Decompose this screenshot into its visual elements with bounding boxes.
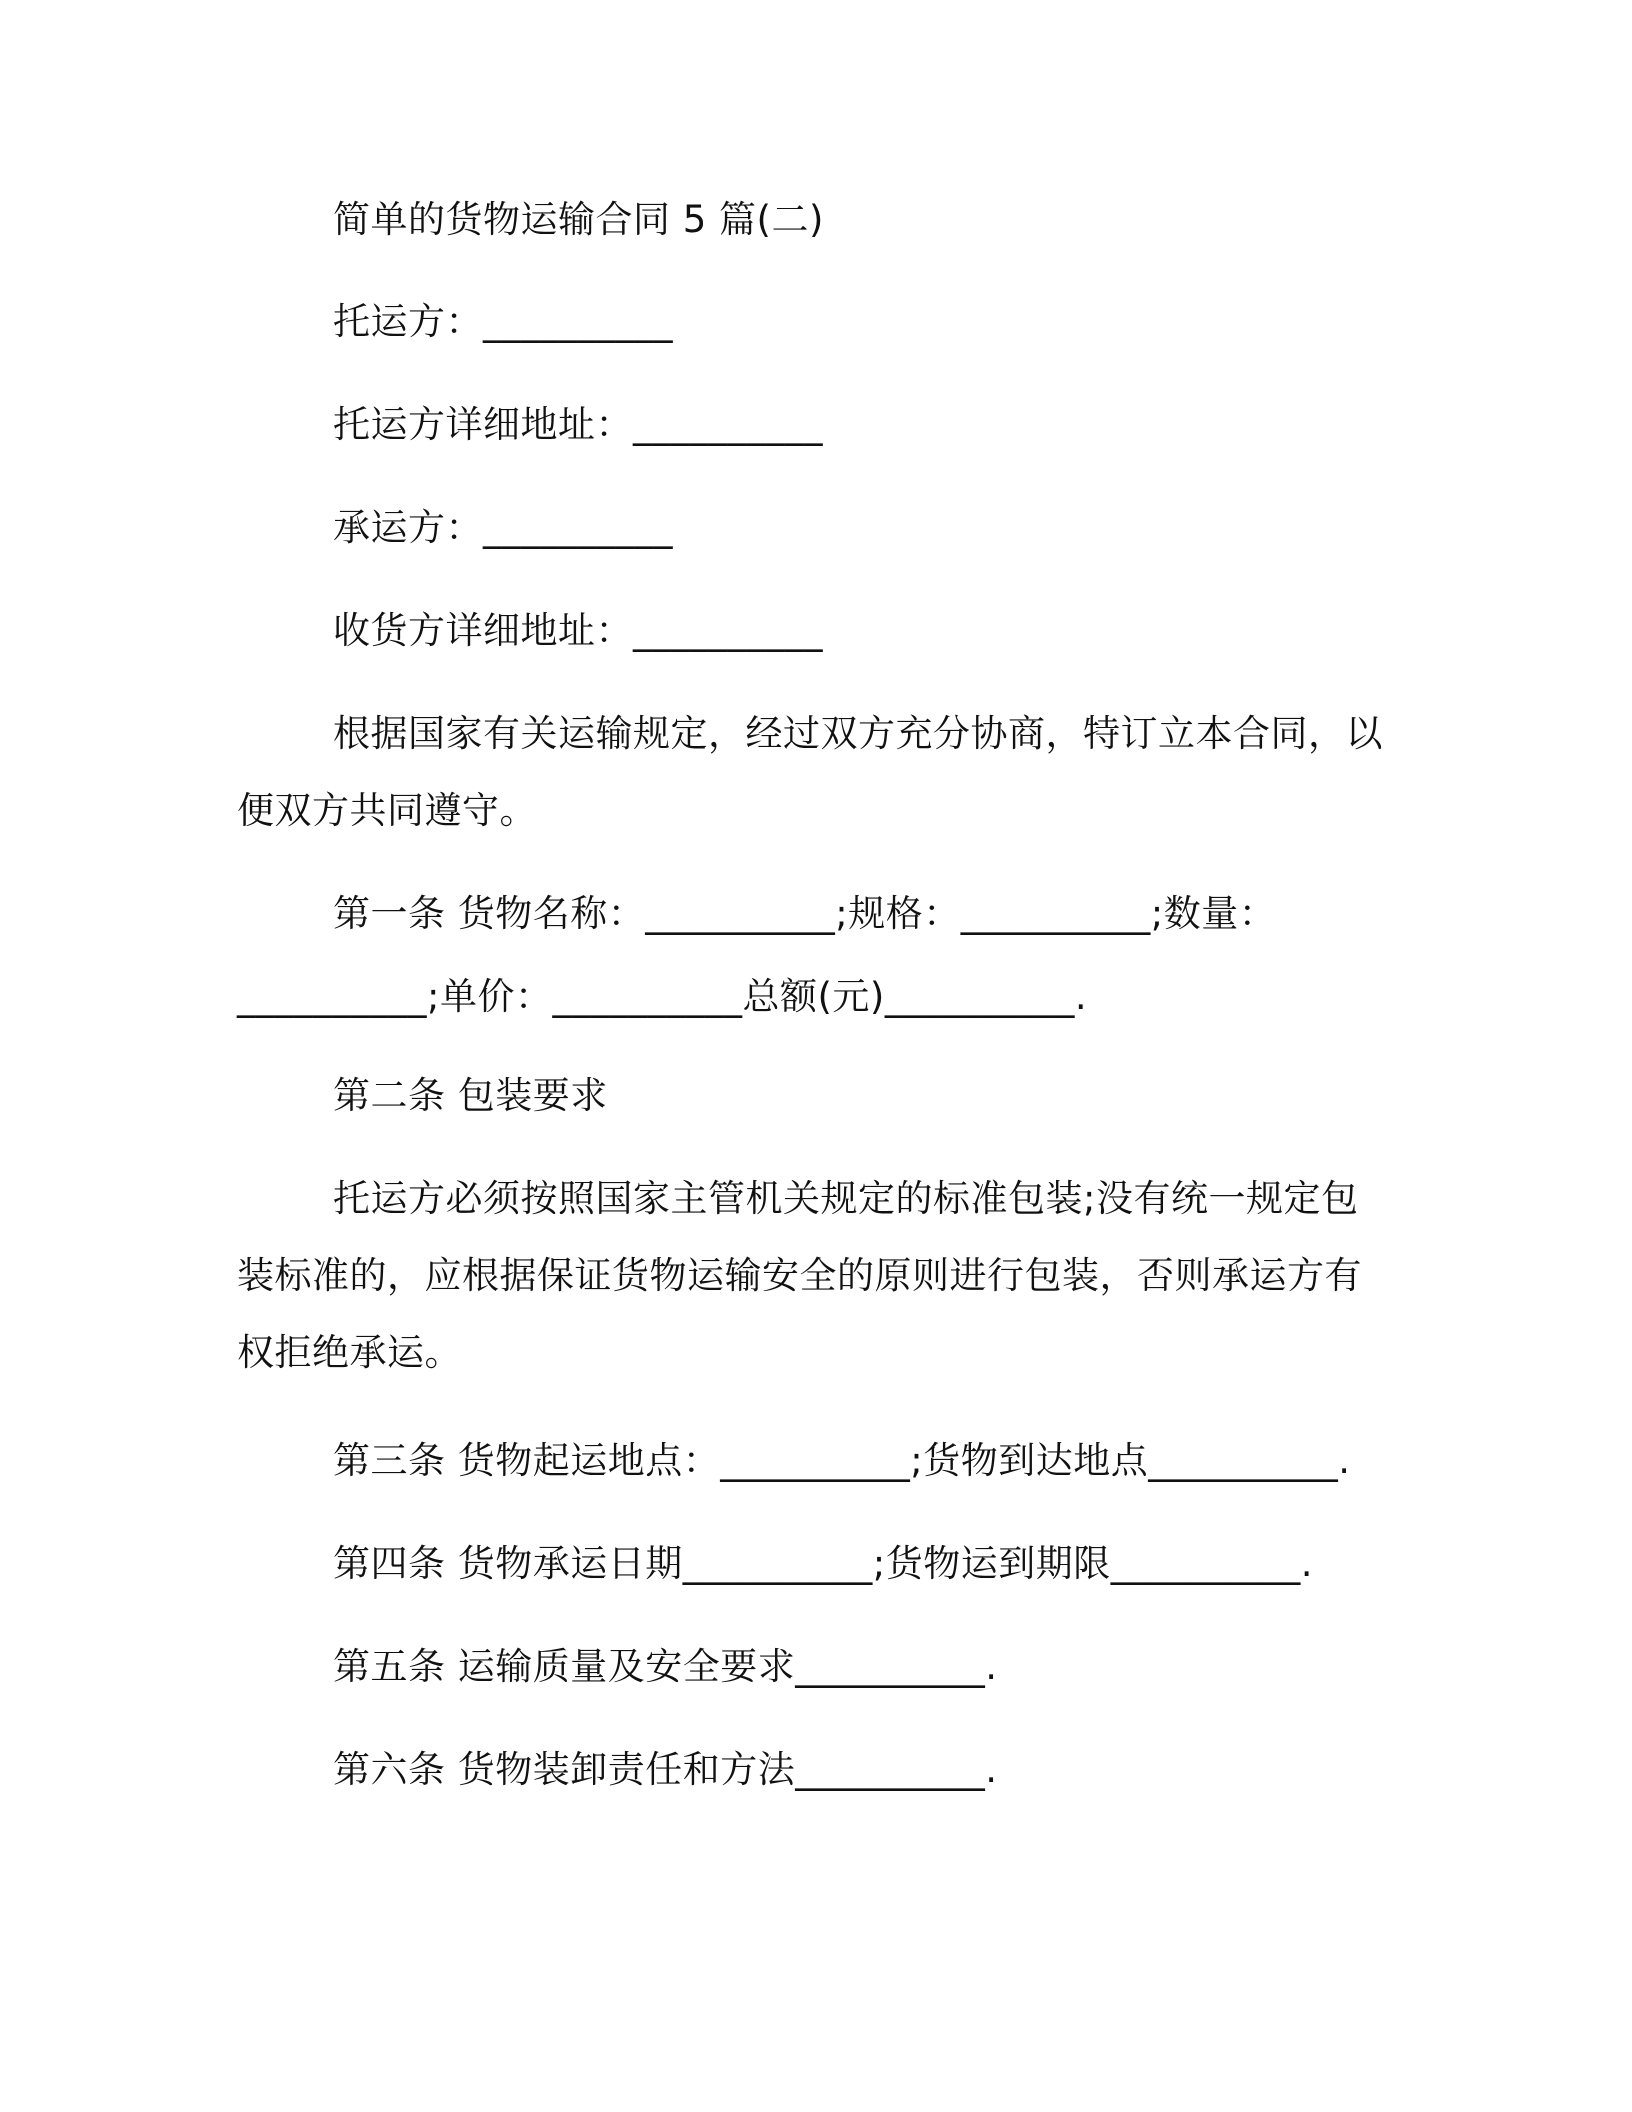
article-3: 第三条 货物起运地点：__________;货物到达地点__________. xyxy=(333,1439,1351,1482)
article-6: 第六条 货物装卸责任和方法__________. xyxy=(333,1748,998,1791)
preamble-line-2: 便双方共同遵守。 xyxy=(237,789,537,832)
article-5: 第五条 运输质量及安全要求__________. xyxy=(333,1645,998,1688)
consignor-field: 托运方：__________ xyxy=(333,300,673,343)
consignor-address-field: 托运方详细地址：__________ xyxy=(333,403,823,446)
consignee-address-field: 收货方详细地址：__________ xyxy=(333,609,823,652)
article-2-line-2: 装标准的，应根据保证货物运输安全的原则进行包装，否则承运方有 xyxy=(237,1254,1362,1297)
article-1-line-1: 第一条 货物名称：__________;规格：__________;数量： xyxy=(333,892,1277,935)
article-2-line-3: 权拒绝承运。 xyxy=(237,1331,462,1374)
document-title: 简单的货物运输合同 5 篇(二) xyxy=(333,198,824,241)
article-2-line-1: 托运方必须按照国家主管机关规定的标准包装;没有统一规定包 xyxy=(333,1177,1359,1220)
article-4: 第四条 货物承运日期__________;货物运到期限__________. xyxy=(333,1542,1313,1585)
carrier-field: 承运方：__________ xyxy=(333,506,673,549)
article-2-heading: 第二条 包装要求 xyxy=(333,1074,608,1117)
article-1-line-2: __________;单价：__________总额(元)__________. xyxy=(237,975,1088,1018)
preamble-line-1: 根据国家有关运输规定，经过双方充分协商，特订立本合同，以 xyxy=(333,712,1383,755)
